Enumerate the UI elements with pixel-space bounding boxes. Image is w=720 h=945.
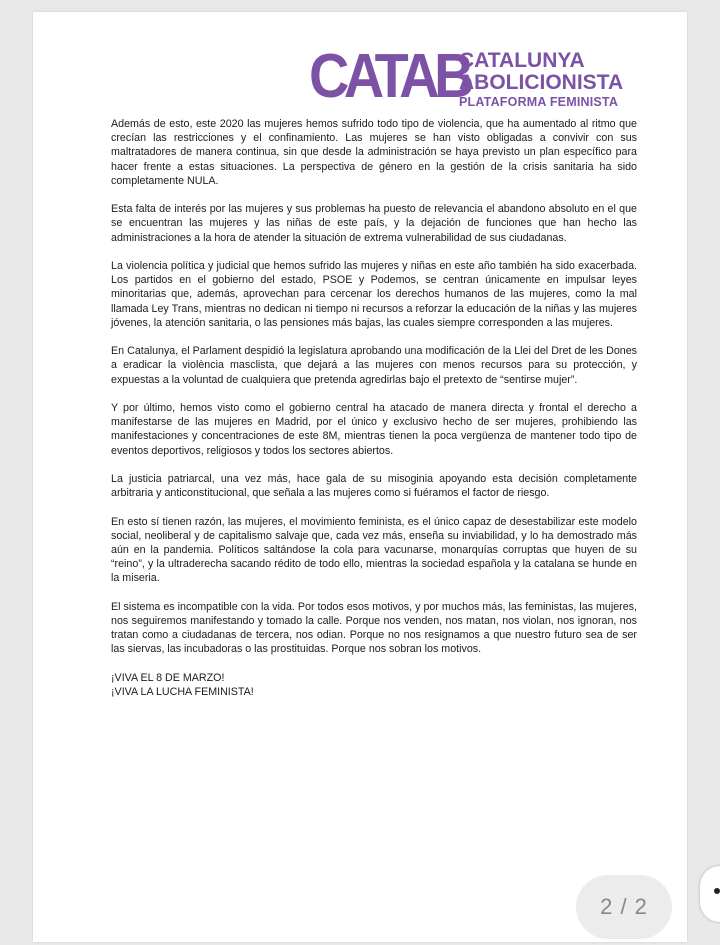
paragraph: Además de esto, este 2020 las mujeres hemos sufrido todo tipo de violencia, que ha aumentado al ritmo que crecían las restricciones y el confinamiento. Las mujeres se han visto obligadas a convivir con sus maltratadores de manera continua, sin que desde la administración se haya previsto un plan específico para hacer frente a estas situaciones. La perspectiva de género en la gestión de la crisis sanitaria ha sido completamente NULA. — [111, 118, 637, 187]
closing-line: ¡VIVA LA LUCHA FEMINISTA! — [111, 686, 254, 698]
logo-line-1: CATALUNYA — [459, 49, 585, 72]
logo-line-2: ABOLICIONISTA — [459, 71, 624, 94]
logo-line-3: PLATAFORMA FEMINISTA — [459, 95, 619, 109]
catab-logo — [309, 42, 645, 116]
document-page — [33, 12, 687, 942]
page-indicator: 2 / 2 — [576, 875, 672, 939]
logo-text-block — [459, 50, 645, 110]
paragraph: El sistema es incompatible con la vida. Por todos esos motivos, y por muchos más, las feministas, las mujeres, nos seguiremos manifestando y tomado la calle. Porque nos venden, nos matan, nos violan, nos ignoran, nos tratan como a ciudadanas de tercera, nos odian. Porque no nos resignamos a que nuestro futuro sea de ser las siervas, las incubadoras o las prostituidas. Porque nos sobran los motivos. — [111, 600, 637, 656]
dot-icon — [714, 888, 720, 894]
logo-wordmark: CATAB — [309, 42, 470, 111]
scroll-handle[interactable] — [700, 866, 720, 922]
paragraph: Esta falta de interés por las mujeres y sus problemas ha puesto de relevancia el abandono absoluto en el que se encuentran las mujeres y las niñas de este país, y la dejación de funciones que han hecho las administraciones a la hora de atender la situación de extrema vulnerabilidad de sus ciudadanas. — [111, 203, 637, 244]
paragraph: En esto sí tienen razón, las mujeres, el movimiento feminista, es el único capaz de desestabilizar este modelo social, neoliberal y de capitalismo salvaje que, cada vez más, enseña su inviabilidad, y lo ha demostrado más aún en la pandemia. Políticos saltándose la cola para vacunarse, monarquías corruptas que huyen de su “reino”, y la ultraderecha sacando rédito de todo ello, mientras la sociedad española y la catalana se hunde en la miseria. — [111, 515, 637, 585]
paragraph: La violencia política y judicial que hemos sufrido las mujeres y niñas en este año también ha sido exacerbada. Los partidos en el gobierno del estado, PSOE y Podemos, se centran únicamente en impulsar leyes minoritarias que, además, aprovechan para cercenar los derechos humanos de las mujeres, como la mal llamada Ley Trans, mientras no dedican ni tiempo ni recursos a reforzar la educación de la niñas y las mujeres jóvenes, la atención sanitaria, o las pensiones más bajas, las cuales siempre corresponden a las mujeres. — [111, 260, 637, 329]
paragraph: La justicia patriarcal, una vez más, hace gala de su misoginia apoyando esta decisión completamente arbitraria y anticonstitucional, que señala a las mujeres como si fuéramos el factor de riesgo. — [111, 473, 637, 500]
document-body — [111, 117, 637, 699]
closing-line: ¡VIVA EL 8 DE MARZO! — [111, 671, 225, 684]
paragraph: En Catalunya, el Parlament despidió la legislatura aprobando una modificación de la Llei del Dret de les Dones a eradicar la violència masclista, que dejará a las mujeres con menos recursos para su protección, y expuestas a la voluntad de cualquiera que pretenda agredirlas bajo el pretexto de “sentirse mujer”. — [111, 345, 637, 386]
paragraph: Y por último, hemos visto como el gobierno central ha atacado de manera directa y frontal el derecho a manifestarse de las mujeres en Madrid, por el único y exclusivo hecho de ser mujeres, prohibiendo las manifestaciones y concentraciones de este 8M, mientras tienen la poca vergüenza de mantener todo tipo de eventos deportivos, religiosos y todos los sectores abiertos. — [111, 402, 637, 457]
